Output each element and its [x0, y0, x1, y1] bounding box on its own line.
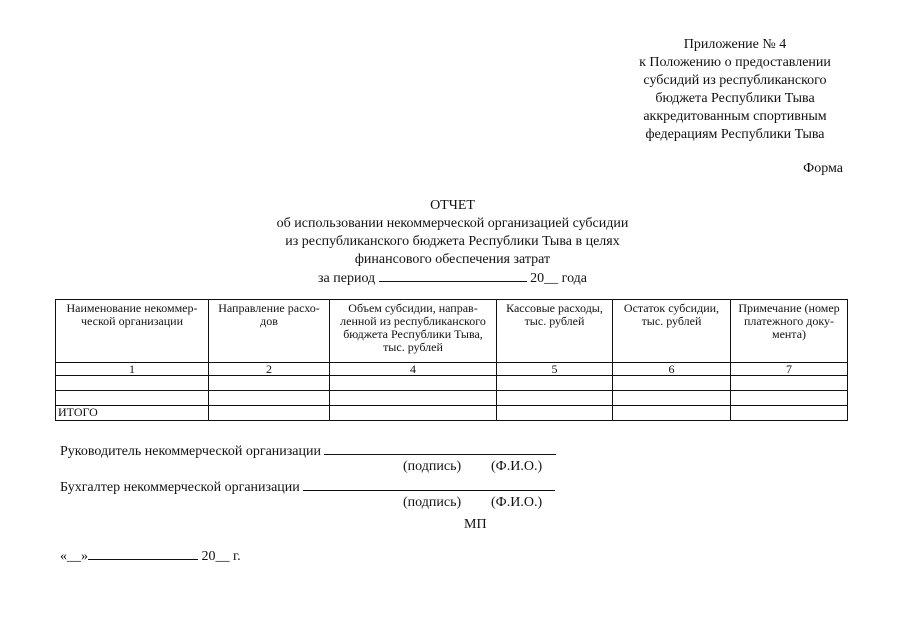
period-blank[interactable]	[379, 269, 527, 282]
column-number: 7	[731, 363, 848, 376]
table-cell[interactable]	[56, 391, 209, 406]
column-header: Остаток субсидии, тыс. рублей	[613, 300, 731, 363]
annex-line: субсидий из республиканского	[643, 73, 827, 88]
report-subtitle-line: финансового обеспечения затрат	[354, 252, 551, 267]
table-total-row	[56, 406, 848, 421]
column-number: 5	[497, 363, 613, 376]
table-header-row	[56, 300, 848, 363]
form-label: Форма	[803, 161, 843, 176]
report-subtitle-line: об использовании некоммерческой организацией субсидии	[276, 216, 629, 231]
table-cell[interactable]	[497, 391, 613, 406]
table-cell[interactable]	[497, 376, 613, 391]
quote-close: »	[81, 549, 88, 564]
column-header: Примечание (номер платежного доку-мента)	[731, 300, 848, 363]
column-header: Кассовые расходы, тыс. рублей	[497, 300, 613, 363]
annex-header	[590, 36, 880, 144]
column-number: 2	[209, 363, 330, 376]
date-line	[60, 547, 241, 565]
table-cell[interactable]	[731, 391, 848, 406]
head-name-caption: (Ф.И.О.)	[491, 459, 543, 474]
annex-line: Приложение № 4	[683, 37, 787, 52]
column-header: Наименование некоммер-ческой организации	[56, 300, 209, 363]
table-cell[interactable]	[209, 391, 330, 406]
accountant-label: Бухгалтер некоммерческой организации	[60, 480, 300, 495]
quote-open: «	[60, 549, 67, 564]
annex-line: бюджета Республики Тыва	[655, 91, 815, 106]
column-number: 4	[330, 363, 497, 376]
column-number-row	[56, 363, 848, 376]
date-year: 20__	[201, 549, 230, 564]
table-cell[interactable]	[497, 406, 613, 421]
report-table	[55, 299, 848, 421]
annex-line: аккредитованным спортивным	[643, 109, 827, 124]
table-cell[interactable]	[330, 406, 497, 421]
table-cell[interactable]	[209, 376, 330, 391]
table-cell[interactable]	[56, 376, 209, 391]
date-suffix: г.	[233, 549, 241, 564]
table-cell[interactable]	[613, 391, 731, 406]
table-cell[interactable]	[330, 376, 497, 391]
column-number: 6	[613, 363, 731, 376]
head-sign-caption: (подпись)	[403, 459, 462, 474]
report-heading: ОТЧЕТ	[430, 198, 475, 213]
table-cell[interactable]	[613, 406, 731, 421]
table-cell[interactable]	[209, 406, 330, 421]
table-cell[interactable]	[731, 376, 848, 391]
column-number: 1	[56, 363, 209, 376]
day-blank[interactable]: __	[67, 549, 81, 564]
accountant-name-caption: (Ф.И.О.)	[491, 495, 543, 510]
period-prefix: за период	[318, 271, 376, 286]
report-subtitle-line: из республиканского бюджета Республики Тыва в целях	[285, 234, 620, 249]
head-signature-blank[interactable]	[324, 442, 556, 455]
month-blank[interactable]	[88, 547, 198, 560]
table-cell[interactable]	[731, 406, 848, 421]
report-title-block	[0, 197, 905, 288]
accountant-signature-line	[60, 478, 555, 496]
annex-line: федерациям Республики Тыва	[645, 127, 825, 142]
column-header: Объем субсидии, направ-ленной из республиканского бюджета Республики Тыва, тыс. рублей	[330, 300, 497, 363]
head-label: Руководитель некоммерческой организации	[60, 444, 321, 459]
head-signature-line	[60, 442, 556, 460]
accountant-signature-blank[interactable]	[303, 478, 555, 491]
seal-mark: МП	[464, 517, 487, 532]
table-cell[interactable]	[613, 376, 731, 391]
table-row	[56, 391, 848, 406]
annex-line: к Положению о предоставлении	[639, 55, 831, 70]
column-header: Направление расхо-дов	[209, 300, 330, 363]
report-period	[0, 269, 905, 288]
accountant-sign-caption: (подпись)	[403, 495, 462, 510]
table-cell[interactable]	[330, 391, 497, 406]
total-label: ИТОГО	[56, 406, 209, 421]
period-year: 20__ года	[530, 271, 587, 286]
table-row	[56, 376, 848, 391]
